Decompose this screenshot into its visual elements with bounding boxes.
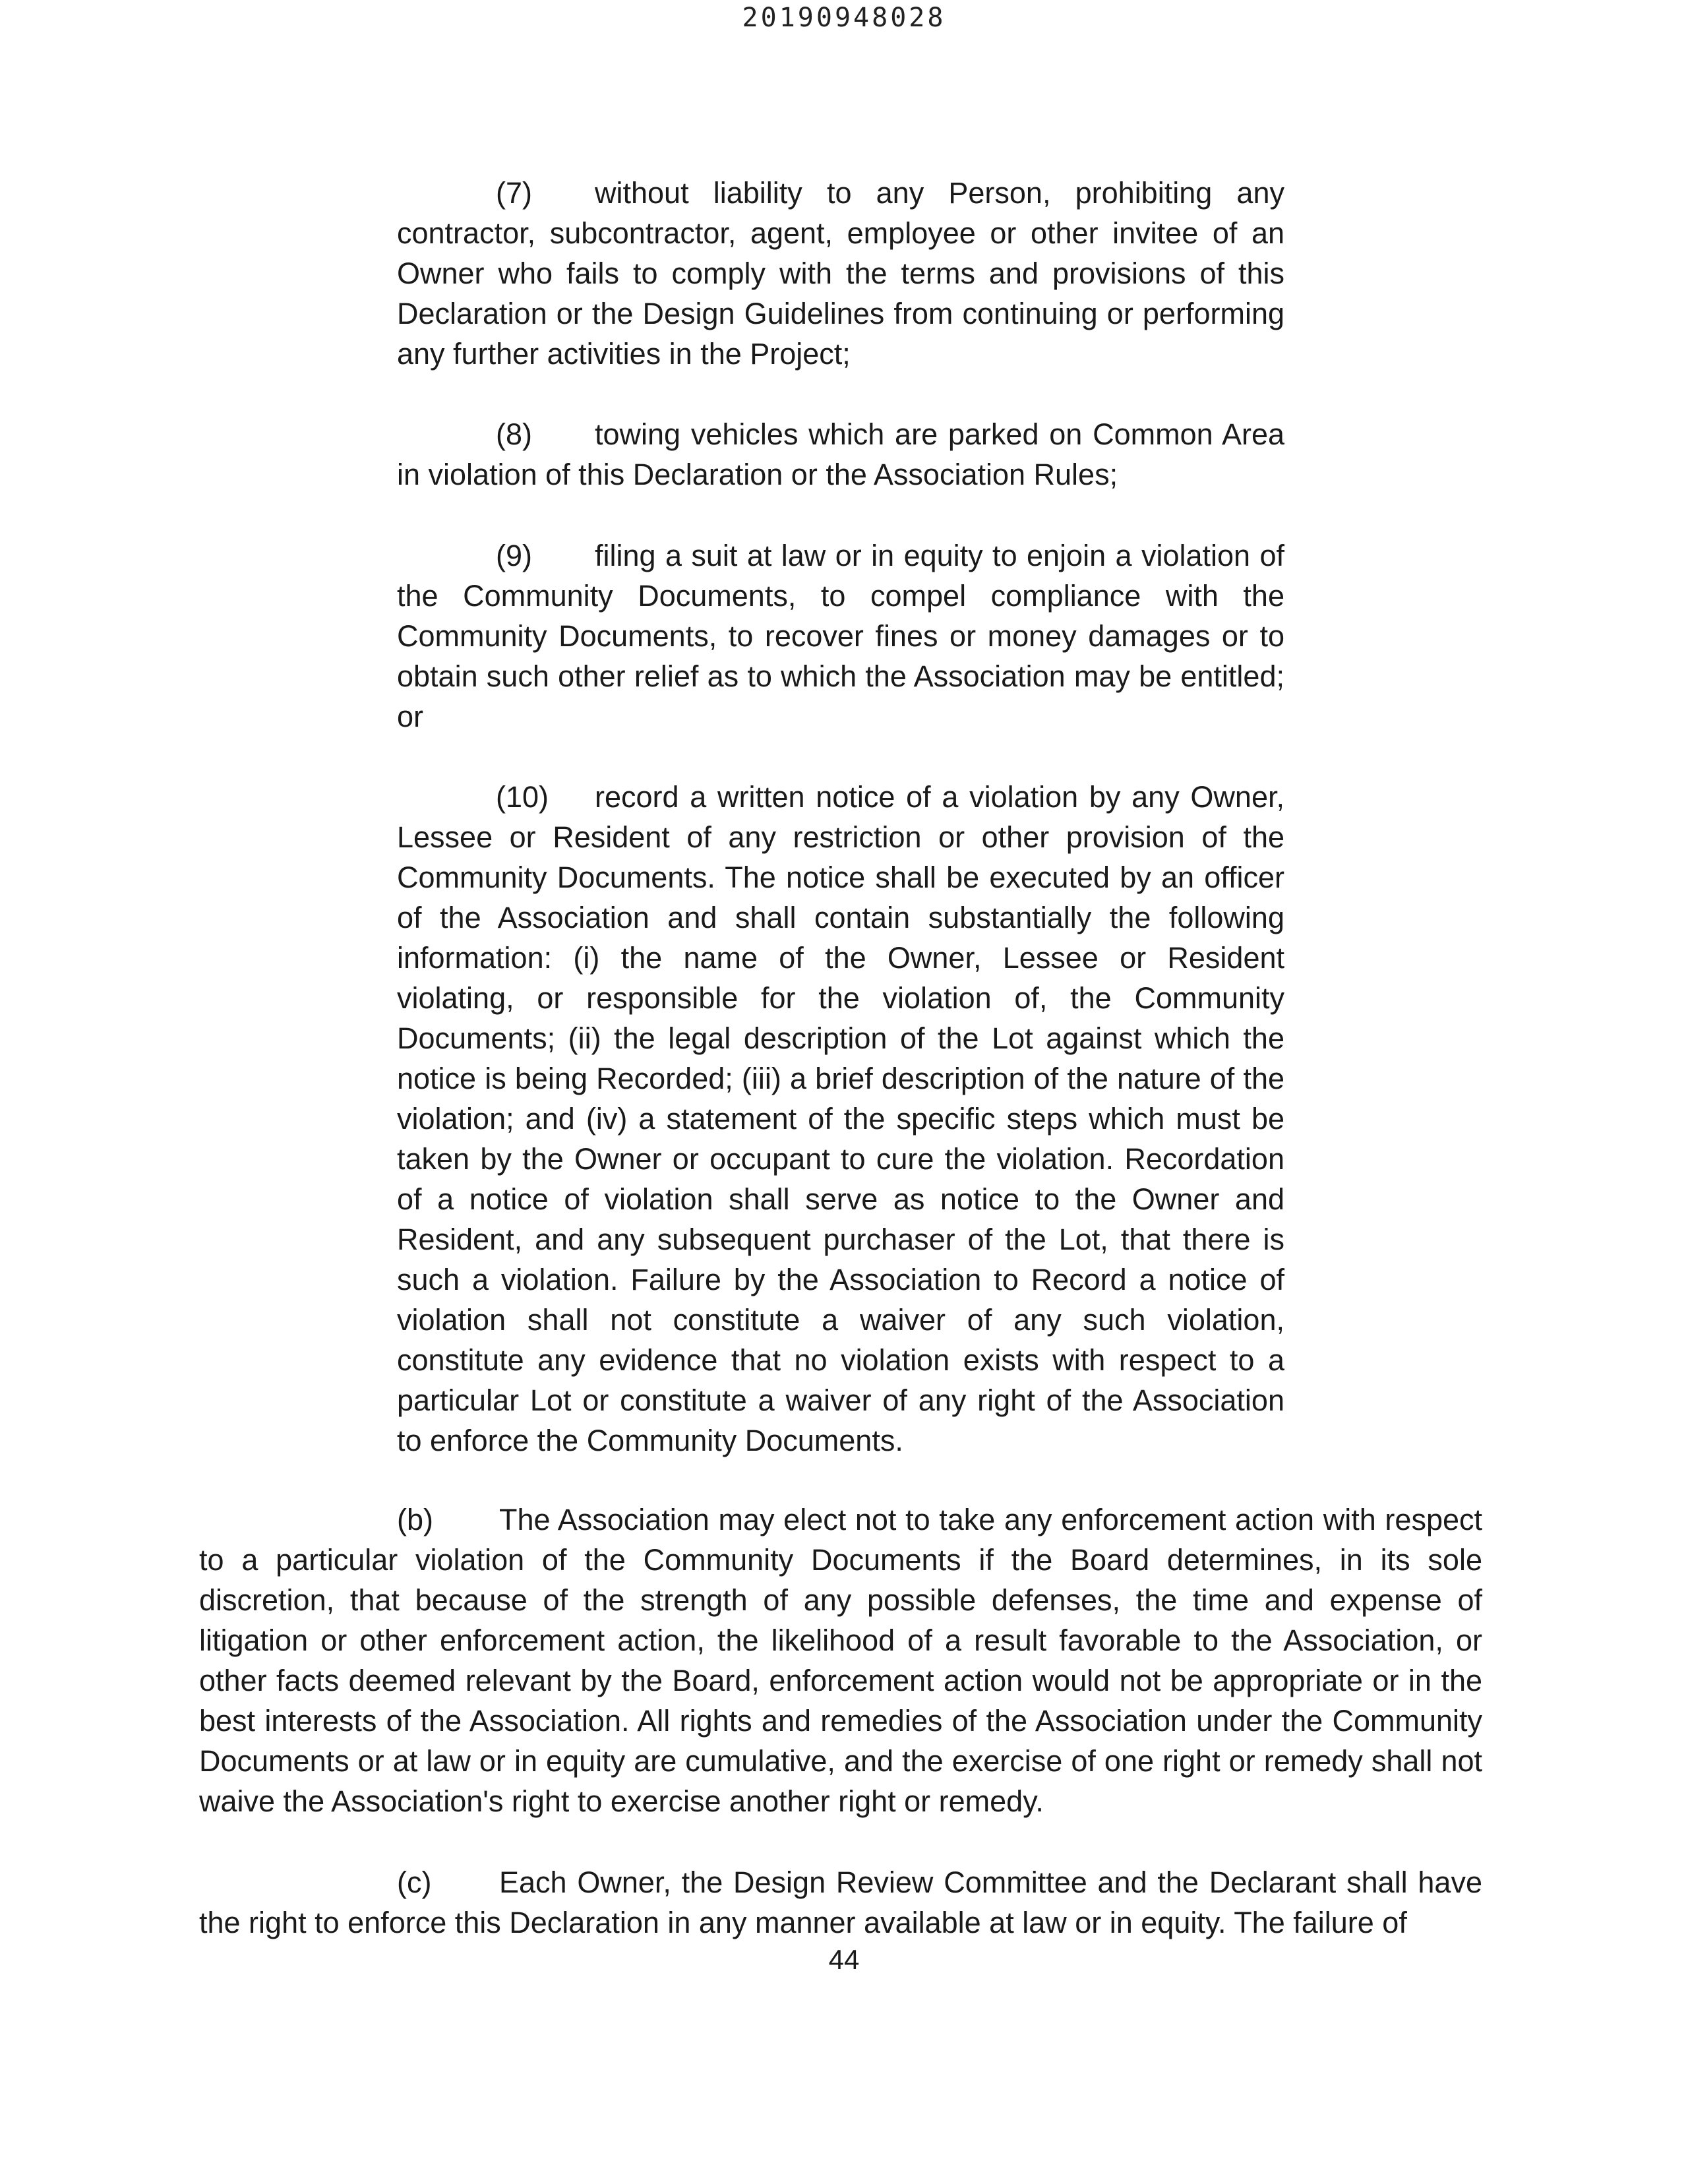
paragraph-marker: (c) [397, 1866, 432, 1899]
paragraph-marker: (7) [496, 176, 532, 210]
paragraph-item-7 [397, 173, 1284, 374]
paragraph-text: filing a suit at law or in equity to enjoin a violation of the Community Documents, to compel compliance with the Community Documents, to recover fines or money damages or to obtain such other relief as to which the Association may be entitled; or [397, 539, 1284, 733]
paragraph-item-9 [397, 535, 1284, 737]
paragraph-text: towing vehicles which are parked on Common Area in violation of this Declaration or the Association Rules; [397, 417, 1284, 491]
paragraph-c [199, 1862, 1482, 1943]
paragraph-text: record a written notice of a violation by any Owner, Lessee or Resident of any restriction or other provision of the Community Documents. The notice shall be executed by an officer of the Association and shall contain substantially the following information: (i) the name of the Owner, Lessee or Resident violating, or responsible for the violation of, the Community Documents; (ii) the legal description of the Lot against which the notice is being Recorded; (iii) a brief description of the nature of the violation; and (iv) a statement of the specific steps which must be taken by the Owner or occupant to cure the violation. Recordation of a notice of violation shall serve as notice to the Owner and Resident, and any subsequent purchaser of the Lot, that there is such a violation. Failure by the Association to Record a notice of violation shall not constitute a waiver of any such violation, constitute any evidence that no violation exists with respect to a particular Lot or constitute a waiver of any right of the Association to enforce the Community Documents. [397, 780, 1284, 1457]
page-number: 44 [828, 1944, 860, 1975]
paragraph-marker: (10) [496, 780, 549, 814]
paragraph-item-10 [397, 777, 1284, 1461]
paragraph-b [199, 1500, 1482, 1821]
paragraph-text: The Association may elect not to take any enforcement action with respect to a particular violation of the Community Documents if the Board determines, in its sole discretion, that because of the strength of any possible defenses, the time and expense of litigation or other enforcement action, the likelihood of a result favorable to the Association, or other facts deemed relevant by the Board, enforcement action would not be appropriate or in the best interests of the Association. All rights and remedies of the Association under the Community Documents or at law or in equity are cumulative, and the exercise of one right or remedy shall not waive the Association's right to exercise another right or remedy. [199, 1503, 1482, 1818]
paragraph-marker: (8) [496, 417, 532, 451]
paragraph-marker: (b) [397, 1503, 433, 1536]
paragraph-text: Each Owner, the Design Review Committee and the Declarant shall have the right to enforce this Declaration in any manner available at law or in equity. The failure of [199, 1866, 1482, 1939]
paragraph-item-8 [397, 414, 1284, 495]
document-number: 20190948028 [742, 3, 946, 33]
paragraph-marker: (9) [496, 539, 532, 572]
paragraph-text: without liability to any Person, prohibiting any contractor, subcontractor, agent, employee or other invitee of an Owner who fails to comply with the terms and provisions of this Declaration or the Design Guidelines from continuing or performing any further activities in the Project; [397, 176, 1284, 371]
